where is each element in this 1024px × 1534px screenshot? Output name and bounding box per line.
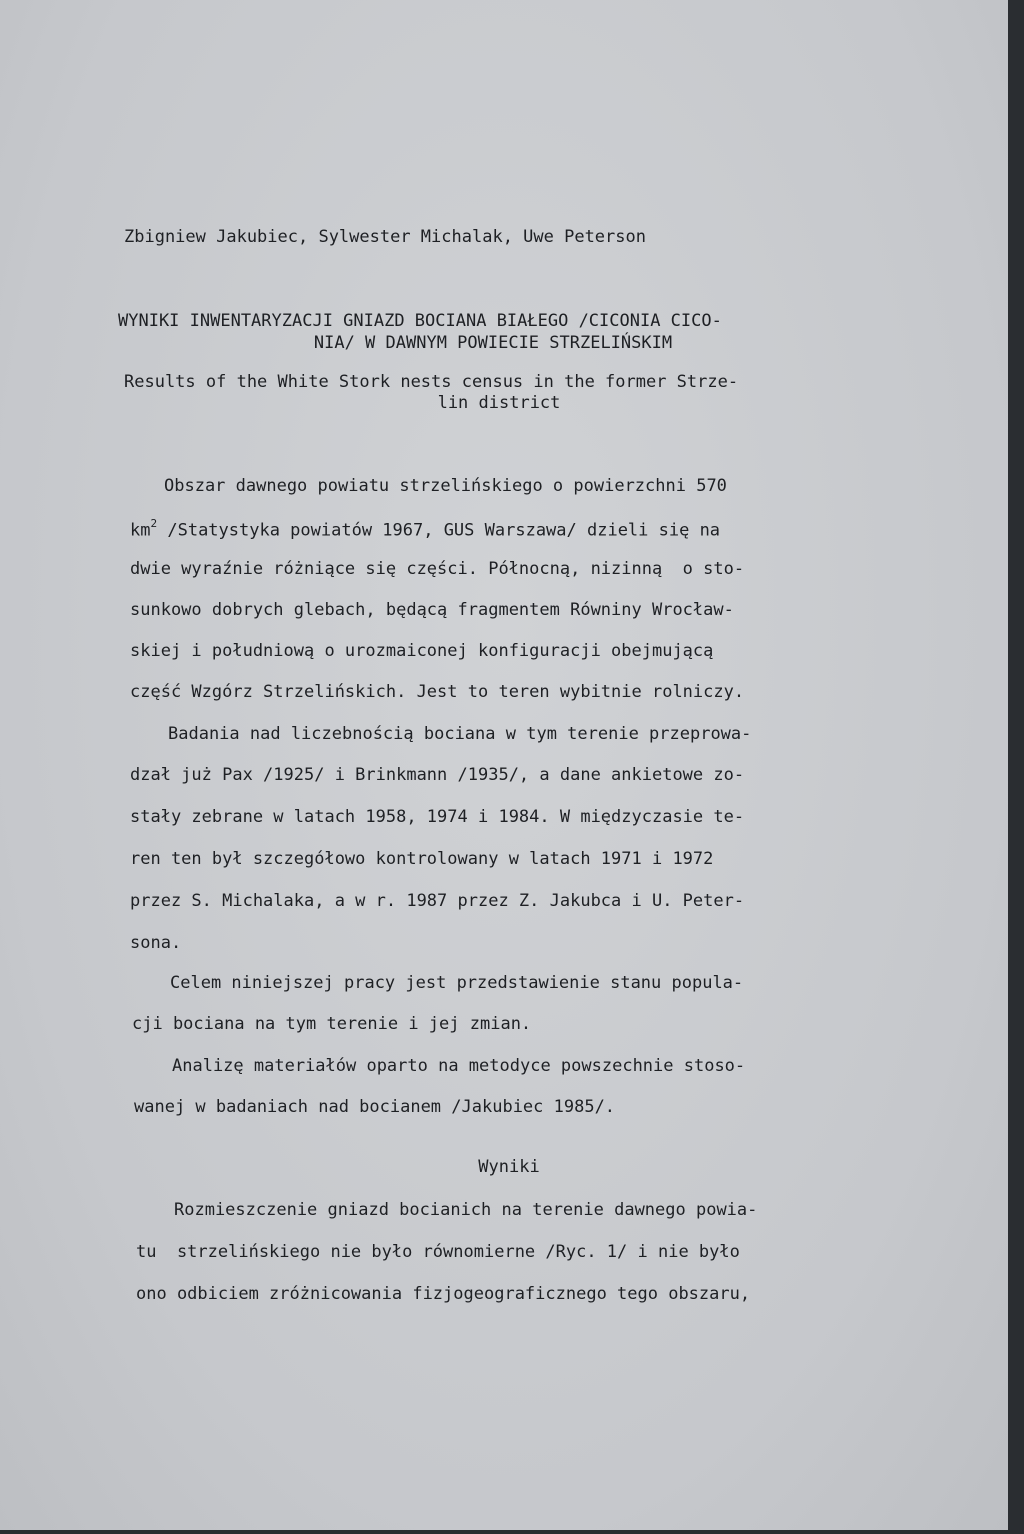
paragraph-line: ren ten był szczegółowo kontrolowany w latach 1971 i 1972 bbox=[130, 849, 714, 869]
title-english-line-1: Results of the White Stork nests census in the former Strze- bbox=[124, 372, 739, 392]
paragraph-line: stały zebrane w latach 1958, 1974 i 1984. W międzyczasie te- bbox=[130, 807, 745, 827]
title-polish-line-2: NIA/ W DAWNYM POWIECIE STRZELIŃSKIM bbox=[313, 333, 673, 353]
scan-border-right bbox=[1008, 0, 1024, 1534]
area-unit-exponent: 2 bbox=[150, 517, 158, 530]
paragraph-line: sunkowo dobrych glebach, będącą fragmentem Równiny Wrocław- bbox=[130, 600, 734, 620]
paragraph-line: Celem niniejszej pracy jest przedstawienie stanu popula- bbox=[170, 973, 744, 993]
paragraph-line: ono odbiciem zróżnicowania fizjogeograficznego tego obszaru, bbox=[136, 1284, 751, 1304]
paragraph-line: część Wzgórz Strzelińskich. Jest to teren wybitnie rolniczy. bbox=[130, 682, 745, 702]
paragraph-line: tu strzelińskiego nie było równomierne /Ryc. 1/ i nie było bbox=[136, 1242, 740, 1262]
section-heading: Wyniki bbox=[478, 1157, 540, 1177]
title-english-line-2: lin district bbox=[437, 393, 561, 413]
title-polish-line-1: WYNIKI INWENTARYZACJI GNIAZD BOCIANA BIAŁEGO /CICONIA CICO- bbox=[118, 311, 722, 331]
paragraph-line: wanej w badaniach nad bocianem /Jakubiec 1985/. bbox=[134, 1097, 616, 1117]
paragraph-line-text: /Statystyka powiatów 1967, GUS Warszawa/ dzieli się na bbox=[167, 520, 721, 541]
paragraph-line: sona. bbox=[130, 933, 182, 953]
scan-border-bottom bbox=[0, 1530, 1024, 1534]
paragraph-line: Analizę materiałów oparto na metodyce powszechnie stoso- bbox=[172, 1056, 746, 1076]
paragraph-line: dzał już Pax /1925/ i Brinkmann /1935/, a dane ankietowe zo- bbox=[130, 765, 745, 785]
paragraph-line: dwie wyraźnie różniące się części. Północną, nizinną o sto- bbox=[130, 559, 745, 579]
area-unit: km bbox=[130, 520, 151, 541]
paragraph-line: Obszar dawnego powiatu strzelińskiego o powierzchni 570 bbox=[164, 476, 727, 496]
paragraph-line: Badania nad liczebnością bociana w tym terenie przeprowa- bbox=[168, 724, 752, 744]
paragraph-line bbox=[130, 515, 720, 542]
paragraph-line: Rozmieszczenie gniazd bocianich na terenie dawnego powia- bbox=[174, 1200, 758, 1220]
paragraph-line: przez S. Michalaka, a w r. 1987 przez Z. Jakubca i U. Peter- bbox=[130, 891, 745, 911]
paragraph-line: cji bociana na tym terenie i jej zmian. bbox=[132, 1014, 532, 1034]
paragraph-line: skiej i południową o urozmaiconej konfiguracji obejmującą bbox=[130, 641, 714, 661]
authors-line: Zbigniew Jakubiec, Sylwester Michalak, Uwe Peterson bbox=[124, 227, 646, 247]
